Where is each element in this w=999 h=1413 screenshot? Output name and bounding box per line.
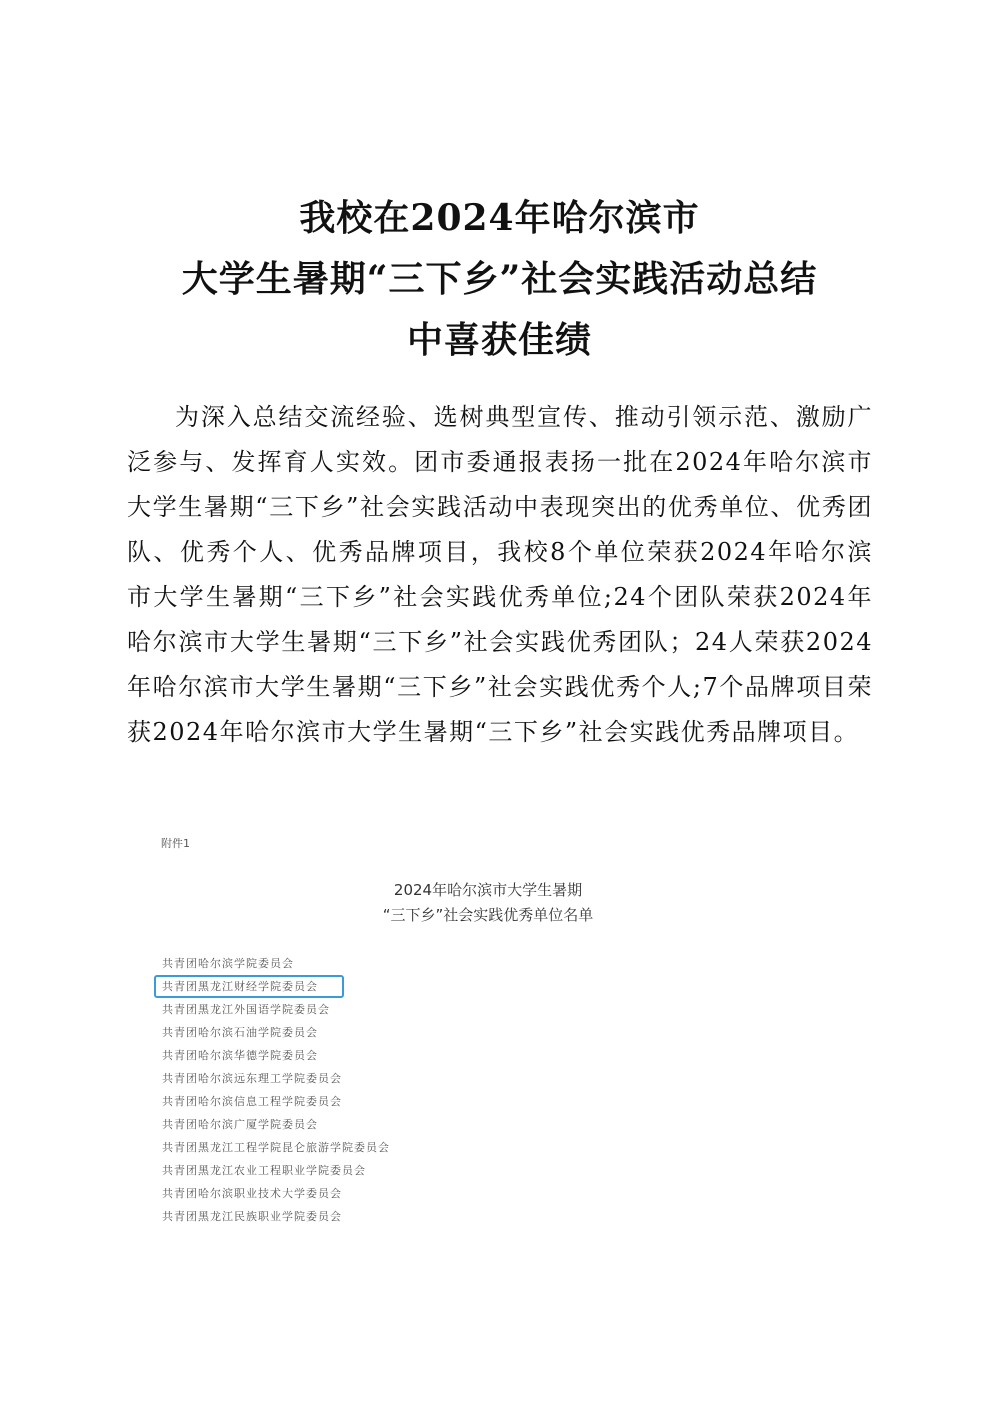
title-line-3: 中喜获佳绩 bbox=[406, 319, 592, 361]
page-title bbox=[0, 188, 999, 371]
unit-list-item: 共青团哈尔滨信息工程学院委员会 bbox=[162, 1095, 342, 1108]
unit-list-item: 共青团哈尔滨学院委员会 bbox=[162, 957, 294, 970]
body-paragraph: 为深入总结交流经验、选树典型宣传、推动引领示范、激励广泛参与、发挥育人实效。团市委通报表扬一批在2024年哈尔滨市大学生暑期“三下乡”社会实践活动中表现突出的优秀单位、优秀团队、优秀个人、优秀品牌项目，我校8个单位荣获2024年哈尔滨市大学生暑期“三下乡”社会实践优秀单位;24个团队荣获2024年哈尔滨市大学生暑期“三下乡”社会实践优秀团队；24人荣获2024年哈尔滨市大学生暑期“三下乡”社会实践优秀个人;7个品牌项目荣获2024年哈尔滨市大学生暑期“三下乡”社会实践优秀品牌项目。 bbox=[127, 403, 873, 746]
unit-list-item: 共青团哈尔滨广厦学院委员会 bbox=[162, 1118, 318, 1131]
unit-list-item-highlighted: 共青团黑龙江财经学院委员会 bbox=[154, 975, 344, 998]
unit-list-item: 共青团哈尔滨职业技术大学委员会 bbox=[162, 1187, 342, 1200]
attachment-title bbox=[323, 878, 653, 928]
attachment-label: 附件1 bbox=[161, 837, 190, 850]
attachment-image bbox=[148, 832, 848, 1252]
body-text bbox=[127, 395, 873, 755]
attachment-title-line-2: “三下乡”社会实践优秀单位名单 bbox=[382, 906, 594, 924]
unit-list-item: 共青团黑龙江农业工程职业学院委员会 bbox=[162, 1164, 366, 1177]
attachment-title-line-1: 2024年哈尔滨市大学生暑期 bbox=[393, 881, 583, 899]
unit-list-item: 共青团黑龙江民族职业学院委员会 bbox=[162, 1210, 342, 1223]
unit-list-item: 共青团哈尔滨华德学院委员会 bbox=[162, 1049, 318, 1062]
unit-list-item: 共青团黑龙江外国语学院委员会 bbox=[162, 1003, 330, 1016]
title-line-2: 大学生暑期“三下乡”社会实践活动总结 bbox=[181, 258, 818, 300]
unit-list-item: 共青团哈尔滨石油学院委员会 bbox=[162, 1026, 318, 1039]
unit-list-item: 共青团哈尔滨远东理工学院委员会 bbox=[162, 1072, 342, 1085]
unit-list-item: 共青团黑龙江工程学院昆仑旅游学院委员会 bbox=[162, 1141, 390, 1154]
unit-list bbox=[154, 952, 390, 1228]
title-line-1: 我校在2024年哈尔滨市 bbox=[299, 197, 700, 239]
